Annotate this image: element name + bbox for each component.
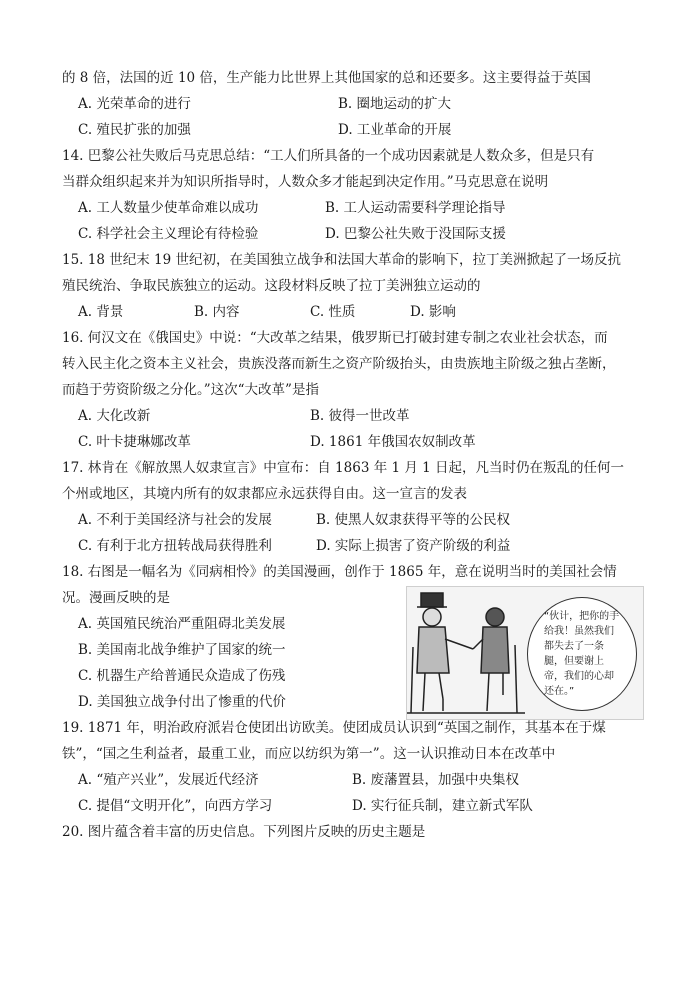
- option-18a: A. 英国殖民统治严重阻碍北美发展: [78, 616, 286, 632]
- option-15d: D. 影响: [410, 304, 456, 320]
- option-13a: A. 光荣革命的进行: [78, 96, 191, 112]
- option-15a: A. 背景: [78, 304, 124, 320]
- question-18: 18. 右图是一幅名为《同病相怜》的美国漫画，创作于 1865 年，意在说明当时的美国社会情: [62, 564, 617, 580]
- question-20: 20. 图片蕴含着丰富的历史信息。下列图片反映的历史主题是: [62, 824, 426, 840]
- option-13c: C. 殖民扩张的加强: [78, 122, 191, 138]
- question-14: 14. 巴黎公社失败后马克思总结：“工人们所具备的一个成功因素就是人数众多，但是只有: [62, 148, 595, 164]
- option-19b: B. 废藩置县，加强中央集权: [352, 772, 520, 788]
- option-17d: D. 实际上损害了资产阶级的利益: [316, 538, 511, 554]
- text-line: 铁”，“国之生利益者，最重工业，而应以纺织为第一”。这一认识推动日本在改革中: [62, 746, 556, 762]
- option-18b: B. 美国南北战争维护了国家的统一: [78, 642, 286, 658]
- option-18d: D. 美国独立战争付出了惨重的代价: [78, 694, 286, 710]
- option-19c: C. 提倡“文明开化”，向西方学习: [78, 798, 273, 814]
- text-line: 个州或地区，其境内所有的奴隶都应永远获得自由。这一宣言的发表: [62, 486, 467, 502]
- text-line: 殖民统治、争取民族独立的运动。这段材料反映了拉丁美洲独立运动的: [62, 278, 481, 294]
- option-19d: D. 实行征兵制，建立新式军队: [352, 798, 533, 814]
- option-19a: A. “殖产兴业”，发展近代经济: [78, 772, 259, 788]
- speech-bubble: [527, 597, 637, 711]
- text-line: 当群众组织起来并为知识所指导时，人数众多才能起到决定作用。”马克思意在说明: [62, 174, 549, 190]
- option-17c: C. 有利于北方扭转战局获得胜利: [78, 538, 272, 554]
- option-15c: C. 性质: [310, 304, 356, 320]
- option-15b: B. 内容: [194, 304, 240, 320]
- option-16d: D. 1861 年俄国农奴制改革: [310, 434, 476, 450]
- option-14d: D. 巴黎公社失败于没国际支援: [325, 226, 506, 242]
- option-18c: C. 机器生产给普通民众造成了伤残: [78, 668, 286, 684]
- question-19: 19. 1871 年，明治政府派岩仓使团出访欧美。使团成员认识到“英国之制作，其基本在于煤: [62, 720, 606, 736]
- question-16: 16. 何汉文在《俄国史》中说：“大改革之结果，俄罗斯已打破封建专制之农业社会状态，而: [62, 330, 608, 346]
- text-line: 况。漫画反映的是: [62, 590, 170, 606]
- text-line: 的 8 倍，法国的近 10 倍，生产能力比世界上其他国家的总和还要多。这主要得益于英国: [62, 70, 591, 86]
- text-line: 而趋于劳资阶级之分化。”这次“大改革”是指: [62, 382, 319, 398]
- option-14a: A. 工人数量少使革命难以成功: [78, 200, 259, 216]
- option-14c: C. 科学社会主义理论有待检验: [78, 226, 259, 242]
- option-17a: A. 不利于美国经济与社会的发展: [78, 512, 272, 528]
- cartoon-caption: “伙计，把你的手给我！虽然我们都失去了一条腿，但要谢上帝，我们的心却还在。”: [544, 611, 620, 697]
- text-line: 转入民主化之资本主义社会，贵族没落而新生之资产阶级抬头，由贵族地主阶级之独占垄断，: [62, 356, 616, 372]
- option-13d: D. 工业革命的开展: [338, 122, 452, 138]
- option-17b: B. 使黑人奴隶获得平等的公民权: [316, 512, 511, 528]
- option-16b: B. 彼得一世改革: [310, 408, 410, 424]
- option-16c: C. 叶卡捷琳娜改革: [78, 434, 191, 450]
- question-17: 17. 林肯在《解放黑人奴隶宣言》中宣布：自 1863 年 1 月 1 日起，凡当时仍在叛乱的任何一: [62, 460, 625, 476]
- option-16a: A. 大化改新: [78, 408, 151, 424]
- option-14b: B. 工人运动需要科学理论指导: [325, 200, 506, 216]
- question-15: 15. 18 世纪末 19 世纪初，在美国独立战争和法国大革命的影响下，拉丁美洲掀起了一场反抗: [62, 252, 621, 268]
- option-13b: B. 圈地运动的扩大: [338, 96, 452, 112]
- cartoon-image: [406, 586, 644, 720]
